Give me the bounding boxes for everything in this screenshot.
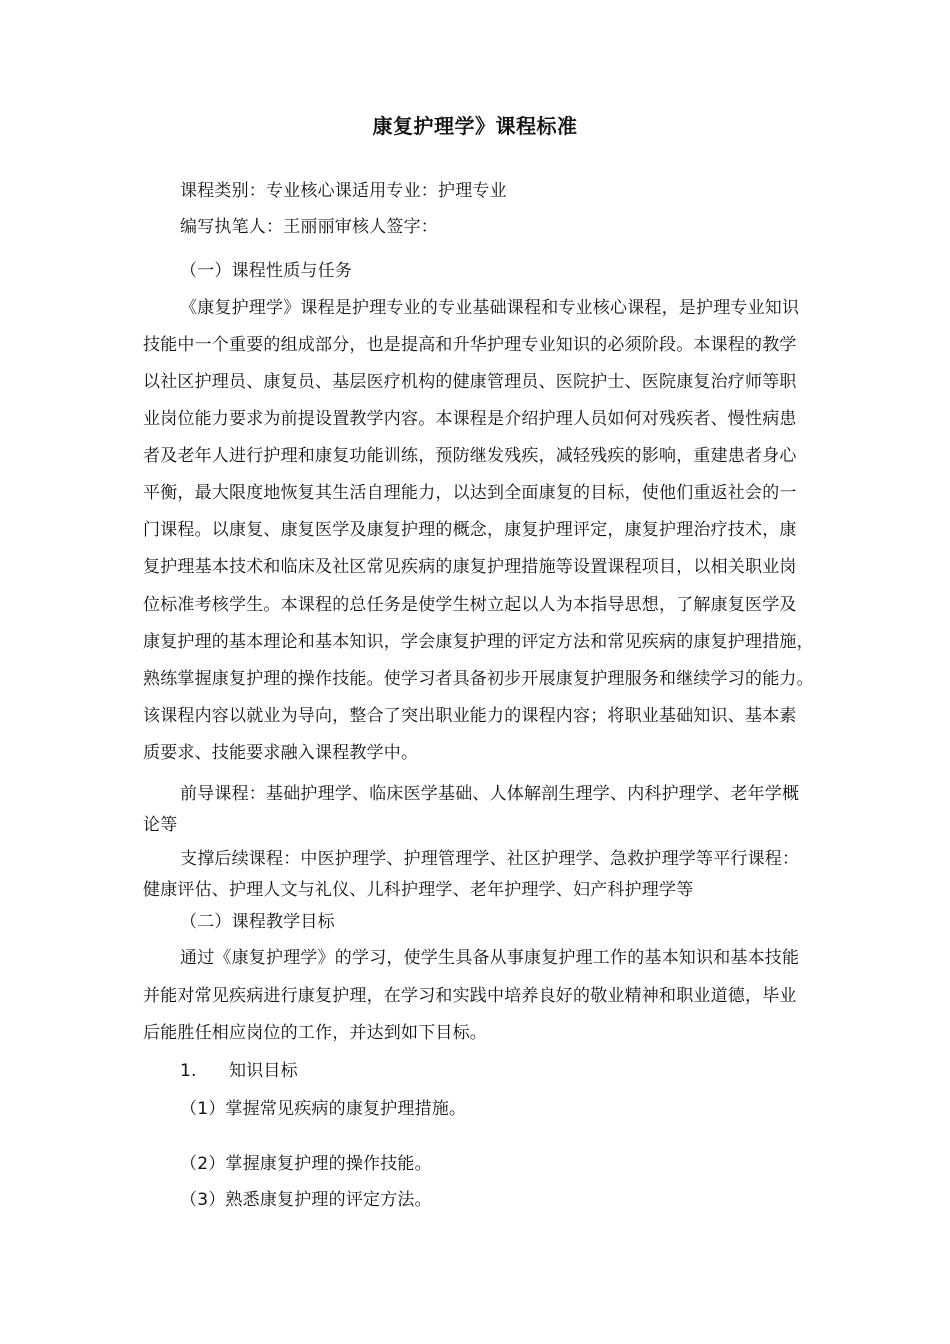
- subsection-label: 知识目标: [229, 1061, 298, 1081]
- knowledge-goal-item: （1）掌握常见疾病的康复护理措施。: [180, 1099, 467, 1119]
- prerequisite-courses: 前导课程：基础护理学、临床医学基础、人体解剖生理学、内科护理学、老年学概: [180, 784, 800, 804]
- knowledge-goal-item: （3）熟悉康复护理的评定方法。: [180, 1190, 432, 1210]
- section1-line: 者及老年人进行护理和康复功能训练，预防继发残疾，减轻残疾的影响，重建患者身心: [143, 446, 797, 466]
- section1-line: 业岗位能力要求为前提设置教学内容。本课程是介绍护理人员如何对残疾者、慢性病患: [143, 409, 797, 429]
- section2-line: 并能对常见疾病进行康复护理，在学习和实践中培养良好的敬业精神和职业道德，毕业: [143, 986, 797, 1006]
- section1-line: 位标准考核学生。本课程的总任务是使学生树立起以人为本指导思想，了解康复医学及: [143, 595, 797, 615]
- followup-courses: 支撑后续课程：中医护理学、护理管理学、社区护理学、急救护理学等平行课程：: [180, 849, 800, 869]
- section1-heading: （一）课程性质与任务: [180, 261, 352, 281]
- knowledge-goal-item: （2）掌握康复护理的操作技能。: [180, 1154, 432, 1174]
- followup-courses-cont: 健康评估、护理人文与礼仪、儿科护理学、老年护理学、妇产科护理学等: [143, 880, 694, 900]
- document-title: 康复护理学》课程标准: [372, 114, 578, 138]
- section1-line: 复护理基本技术和临床及社区常见疾病的康复护理措施等设置课程项目，以相关职业岗: [143, 557, 797, 577]
- prerequisite-courses-cont: 论等: [143, 815, 178, 835]
- section1-line: 平衡，最大限度地恢复其生活自理能力，以达到全面康复的目标，使他们重返社会的一: [143, 483, 797, 503]
- section2-heading: （二）课程教学目标: [180, 912, 335, 932]
- section1-line: 康复护理的基本理论和基本知识，学会康复护理的评定方法和常见疾病的康复护理措施，: [143, 632, 814, 652]
- section2-line: 后能胜任相应岗位的工作，并达到如下目标。: [143, 1023, 487, 1043]
- section2-line: 通过《康复护理学》的学习，使学生具备从事康复护理工作的基本知识和基本技能: [180, 948, 800, 968]
- section1-line: 《康复护理学》课程是护理专业的专业基础课程和专业核心课程，是护理专业知识: [180, 298, 800, 318]
- section1-line: 技能中一个重要的组成部分，也是提高和升华护理专业知识的必须阶段。本课程的教学: [143, 335, 797, 355]
- section1-line: 该课程内容以就业为导向，整合了突出职业能力的课程内容；将职业基础知识、基本素: [143, 706, 797, 726]
- section1-line: 门课程。以康复、康复医学及康复护理的概念，康复护理评定，康复护理治疗技术，康: [143, 520, 797, 540]
- author-line: 编写执笔人：王丽丽审核人签字：: [180, 217, 438, 237]
- section1-line: 质要求、技能要求融入课程教学中。: [143, 743, 419, 763]
- subsection-number: 1.: [180, 1061, 197, 1081]
- course-category-line: 课程类别：专业核心课适用专业：护理专业: [180, 181, 507, 201]
- section1-line: 熟练掌握康复护理的操作技能。使学习者具备初步开展康复护理服务和继续学习的能力。: [143, 669, 814, 689]
- section1-line: 以社区护理员、康复员、基层医疗机构的健康管理员、医院护士、医院康复治疗师等职: [143, 372, 797, 392]
